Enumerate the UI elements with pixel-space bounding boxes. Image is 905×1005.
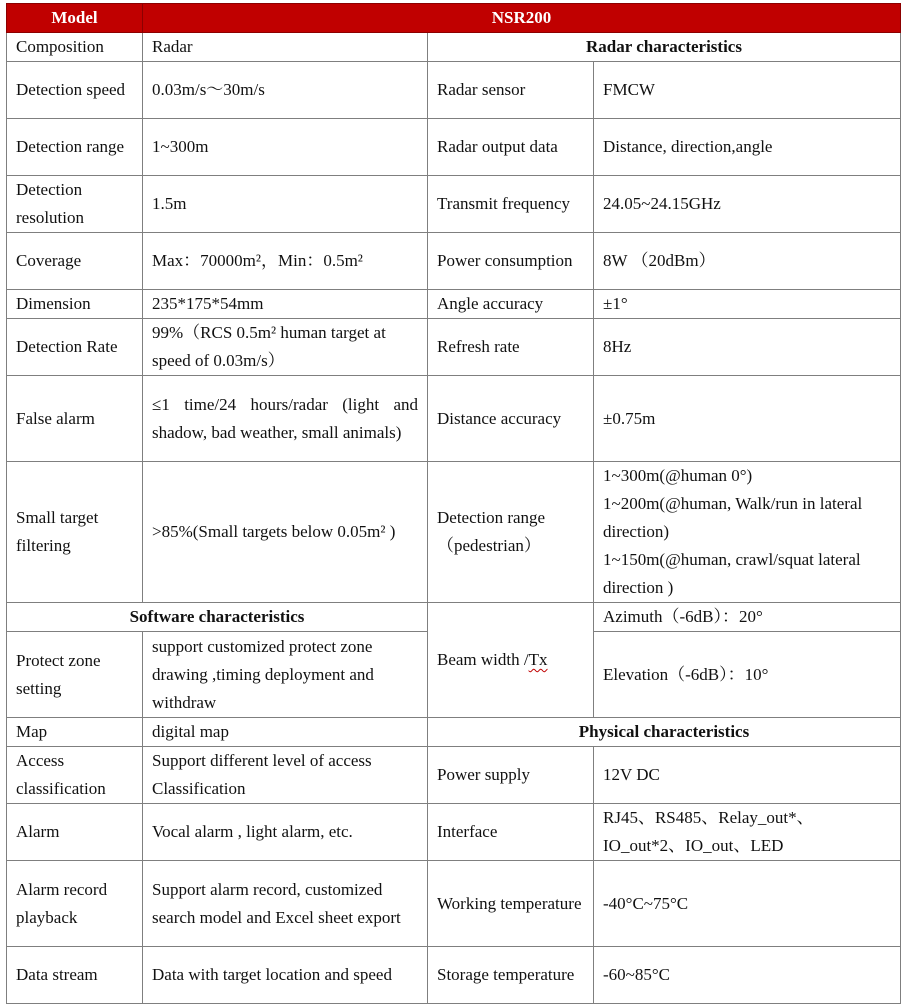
protect-zone-label: Protect zone setting	[7, 632, 143, 718]
small-target-value: >85%(Small targets below 0.05m² )	[143, 462, 428, 603]
refresh-rate-label: Refresh rate	[428, 319, 594, 376]
table-row	[7, 603, 901, 632]
radar-output-value: Distance, direction,angle	[594, 119, 901, 176]
detection-rate-value: 99%（RCS 0.5m² human target at speed of 0.03m/s）	[143, 319, 428, 376]
model-value: NSR200	[143, 4, 901, 33]
pedestrian-range-value	[594, 462, 901, 603]
detection-resolution-label: Detection resolution	[7, 176, 143, 233]
distance-accuracy-label: Distance accuracy	[428, 376, 594, 462]
radar-sensor-value: FMCW	[594, 62, 901, 119]
power-consumption-label: Power consumption	[428, 233, 594, 290]
data-stream-value: Data with target location and speed	[143, 947, 428, 1004]
table-row	[7, 747, 901, 804]
table-row	[7, 62, 901, 119]
table-row	[7, 233, 901, 290]
power-supply-label: Power supply	[428, 747, 594, 804]
radar-sensor-label: Radar sensor	[428, 62, 594, 119]
pedestrian-range-line: 1~300m(@human 0°)	[603, 466, 753, 485]
data-stream-label: Data stream	[7, 947, 143, 1004]
map-label: Map	[7, 718, 143, 747]
detection-rate-label: Detection Rate	[7, 319, 143, 376]
beam-width-label-tx: Tx	[528, 650, 548, 669]
alarm-label: Alarm	[7, 804, 143, 861]
beam-width-label	[428, 603, 594, 718]
beam-width-label-main: Beam width /	[437, 650, 529, 669]
storage-temperature-label: Storage temperature	[428, 947, 594, 1004]
refresh-rate-value: 8Hz	[594, 319, 901, 376]
table-row	[7, 290, 901, 319]
detection-speed-value: 0.03m/s～30m/s	[143, 62, 428, 119]
table-row	[7, 176, 901, 233]
dimension-value: 235*175*54mm	[143, 290, 428, 319]
composition-label: Composition	[7, 33, 143, 62]
spec-table	[6, 3, 901, 1004]
map-value: digital map	[143, 718, 428, 747]
protect-zone-value: support customized protect zone drawing ,timing deployment and withdraw	[143, 632, 428, 718]
azimuth-value: Azimuth（-6dB）：20°	[594, 603, 901, 632]
physical-section-heading: Physical characteristics	[428, 718, 901, 747]
storage-temperature-value: -60~85°C	[594, 947, 901, 1004]
dimension-label: Dimension	[7, 290, 143, 319]
header-row	[7, 4, 901, 33]
detection-range-value: 1~300m	[143, 119, 428, 176]
working-temperature-label: Working temperature	[428, 861, 594, 947]
table-row	[7, 376, 901, 462]
table-row	[7, 861, 901, 947]
pedestrian-range-label	[428, 462, 594, 603]
table-row	[7, 119, 901, 176]
table-row	[7, 804, 901, 861]
table-row	[7, 319, 901, 376]
distance-accuracy-value: ±0.75m	[594, 376, 901, 462]
pedestrian-range-label-line1: Detection range	[437, 508, 546, 527]
detection-range-label: Detection range	[7, 119, 143, 176]
false-alarm-label: False alarm	[7, 376, 143, 462]
composition-value: Radar	[143, 33, 428, 62]
detection-speed-label: Detection speed	[7, 62, 143, 119]
radar-output-label: Radar output data	[428, 119, 594, 176]
power-consumption-value: 8W （20dBm）	[594, 233, 901, 290]
pedestrian-range-line: 1~200m(@human, Walk/run in lateral direction)	[603, 494, 863, 541]
table-row	[7, 462, 901, 603]
pedestrian-range-label-line2: （pedestrian）	[437, 536, 541, 555]
access-classification-label: Access classification	[7, 747, 143, 804]
coverage-value: Max：70000m²，Min：0.5m²	[143, 233, 428, 290]
angle-accuracy-label: Angle accuracy	[428, 290, 594, 319]
radar-section-heading: Radar characteristics	[428, 33, 901, 62]
small-target-label: Small target filtering	[7, 462, 143, 603]
coverage-label: Coverage	[7, 233, 143, 290]
table-row	[7, 947, 901, 1004]
pedestrian-range-line: 1~150m(@human, crawl/squat lateral direction )	[603, 550, 861, 597]
working-temperature-value: -40°C~75°C	[594, 861, 901, 947]
elevation-value: Elevation（-6dB）：10°	[594, 632, 901, 718]
alarm-playback-value: Support alarm record, customized search model and Excel sheet export	[143, 861, 428, 947]
software-section-heading: Software characteristics	[7, 603, 428, 632]
access-classification-value: Support different level of access Classification	[143, 747, 428, 804]
interface-value: RJ45、RS485、Relay_out*、IO_out*2、IO_out、LED	[594, 804, 901, 861]
table-row	[7, 718, 901, 747]
table-row	[7, 33, 901, 62]
alarm-value: Vocal alarm , light alarm, etc.	[143, 804, 428, 861]
power-supply-value: 12V DC	[594, 747, 901, 804]
model-label: Model	[7, 4, 143, 33]
alarm-playback-label: Alarm record playback	[7, 861, 143, 947]
transmit-frequency-value: 24.05~24.15GHz	[594, 176, 901, 233]
transmit-frequency-label: Transmit frequency	[428, 176, 594, 233]
false-alarm-value: ≤1 time/24 hours/radar (light and shadow, bad weather, small animals)	[143, 376, 428, 462]
interface-label: Interface	[428, 804, 594, 861]
detection-resolution-value: 1.5m	[143, 176, 428, 233]
angle-accuracy-value: ±1°	[594, 290, 901, 319]
